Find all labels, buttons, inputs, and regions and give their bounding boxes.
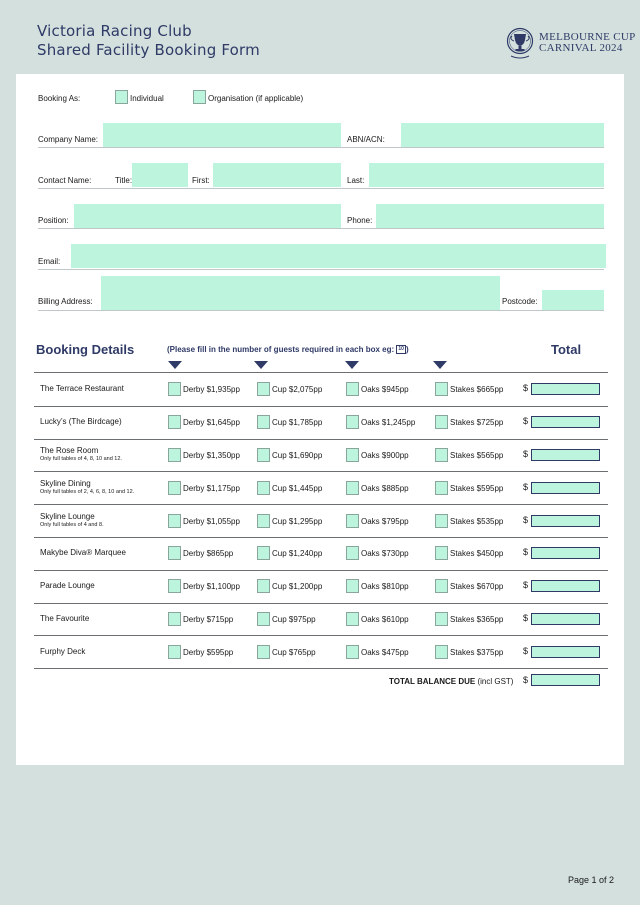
stakes-price-label: Stakes $365pp <box>450 615 504 624</box>
logo-line2: CARNIVAL 2024 <box>539 42 623 54</box>
stakes-price-label: Stakes $565pp <box>450 451 504 460</box>
oaks-guests-input[interactable] <box>346 514 359 528</box>
derby-price-label: Derby $595pp <box>183 647 234 657</box>
derby-price-label: Derby $1,055pp <box>183 516 240 526</box>
row-total-field[interactable] <box>531 449 600 461</box>
room-name <box>40 479 134 495</box>
oaks-guests-input[interactable] <box>346 481 359 495</box>
balance-suffix: (incl GST) <box>477 677 514 686</box>
room-label: Lucky’s (The Birdcage) <box>40 417 122 427</box>
oaks-guests-input[interactable] <box>346 579 359 593</box>
company-name-field[interactable] <box>103 123 341 147</box>
row-dollar-sign: $ <box>523 645 529 656</box>
derby-guests-input[interactable] <box>168 645 181 659</box>
cup-guests-input[interactable] <box>257 645 270 659</box>
room-table-note: Only full tables of 4 and 8. <box>40 521 104 528</box>
stakes-guests-input[interactable] <box>435 448 448 462</box>
row-dollar-sign: $ <box>523 481 529 492</box>
row-divider <box>34 635 608 636</box>
derby-guests-input[interactable] <box>168 415 181 429</box>
last-label: Last: <box>347 176 365 185</box>
cup-guests-input[interactable] <box>257 448 270 462</box>
first-name-field[interactable] <box>213 163 341 187</box>
derby-guests-input[interactable] <box>168 382 181 396</box>
row-total-field[interactable] <box>531 547 600 559</box>
row-dollar-sign: $ <box>523 547 529 558</box>
derby-price-label: Derby $1,350pp <box>183 451 240 460</box>
row-dollar-sign: $ <box>523 580 529 591</box>
row-total-field[interactable] <box>531 416 600 428</box>
row-total-field[interactable] <box>531 482 600 494</box>
row-divider <box>34 439 608 440</box>
stakes-guests-input[interactable] <box>435 514 448 528</box>
position-label: Position: <box>38 216 69 225</box>
derby-guests-input[interactable] <box>168 514 181 528</box>
derby-price-label: Derby $865pp <box>183 549 234 559</box>
stakes-guests-input[interactable] <box>435 546 448 560</box>
room-label: Makybe Diva® Marquee <box>40 548 126 558</box>
room-table-note: Only full tables of 4, 8, 10 and 12. <box>40 456 122 462</box>
stakes-price-label: Stakes $670pp <box>450 582 504 592</box>
note-example: 10 <box>398 346 404 353</box>
row-dollar-sign: $ <box>523 613 529 623</box>
total-balance-due <box>389 677 513 686</box>
derby-guests-input[interactable] <box>168 546 181 560</box>
organisation-label: Organisation (if applicable) <box>208 94 304 103</box>
cup-price-label: Cup $1,240pp <box>272 549 323 559</box>
row-total-field[interactable] <box>531 613 600 625</box>
page-number: Page 1 of 2 <box>568 875 615 885</box>
cup-price-label: Cup $765pp <box>272 647 316 657</box>
oaks-guests-input[interactable] <box>346 645 359 659</box>
room-label: The Rose Room <box>40 446 99 455</box>
oaks-guests-input[interactable] <box>346 382 359 396</box>
room-name <box>40 614 89 623</box>
room-label: Furphy Deck <box>40 646 86 656</box>
cup-guests-input[interactable] <box>257 481 270 495</box>
derby-price-label: Derby $1,935pp <box>183 385 240 395</box>
title-label: Title: <box>115 176 133 185</box>
derby-guests-input[interactable] <box>168 612 181 626</box>
oaks-column-arrow-icon <box>345 361 359 369</box>
oaks-price-label: Oaks $795pp <box>361 516 409 526</box>
cup-emblem-icon <box>506 26 534 60</box>
room-name <box>40 417 122 426</box>
cup-price-label: Cup $975pp <box>272 615 316 624</box>
row-dollar-sign: $ <box>523 416 529 427</box>
oaks-price-label: Oaks $900pp <box>361 451 409 460</box>
derby-price-label: Derby $715pp <box>183 615 234 624</box>
room-label: The Favourite <box>40 614 90 623</box>
derby-guests-input[interactable] <box>168 481 181 495</box>
last-name-field[interactable] <box>369 163 604 187</box>
stakes-guests-input[interactable] <box>435 481 448 495</box>
cup-price-label: Cup $1,690pp <box>272 451 323 460</box>
cup-guests-input[interactable] <box>257 579 270 593</box>
company-name-label: Company Name: <box>38 135 99 144</box>
email-field[interactable] <box>71 244 606 268</box>
row-divider <box>34 570 608 571</box>
contact-name-label: Contact Name: <box>38 176 92 185</box>
row-dollar-sign: $ <box>523 449 529 459</box>
phone-label: Phone: <box>347 216 373 225</box>
room-label: Skyline Lounge <box>40 511 95 521</box>
stakes-guests-input[interactable] <box>435 415 448 429</box>
stakes-guests-input[interactable] <box>435 382 448 396</box>
oaks-guests-input[interactable] <box>346 415 359 429</box>
form-title-line1: Victoria Racing Club <box>37 22 192 40</box>
stakes-price-label: Stakes $725pp <box>450 418 504 428</box>
row-divider <box>34 406 608 407</box>
row-total-field[interactable] <box>531 515 600 527</box>
cup-guests-input[interactable] <box>257 382 270 396</box>
room-name <box>40 512 104 528</box>
note-close: ) <box>405 345 409 354</box>
form-sheet <box>16 74 624 765</box>
oaks-price-label: Oaks $475pp <box>361 647 409 657</box>
postcode-label: Postcode: <box>502 297 538 306</box>
stakes-price-label: Stakes $535pp <box>450 516 504 526</box>
stakes-guests-input[interactable] <box>435 612 448 626</box>
oaks-price-label: Oaks $730pp <box>361 549 409 559</box>
room-name <box>40 581 95 590</box>
derby-price-label: Derby $1,175pp <box>183 483 240 493</box>
stakes-guests-input[interactable] <box>435 645 448 659</box>
abn-field[interactable] <box>401 123 604 147</box>
oaks-guests-input[interactable] <box>346 448 359 462</box>
balance-dollar-sign: $ <box>523 675 529 685</box>
cup-price-label: Cup $1,785pp <box>272 418 323 428</box>
derby-column-arrow-icon <box>168 361 182 369</box>
form-title <box>37 22 260 60</box>
cup-price-label: Cup $1,295pp <box>272 516 323 526</box>
cup-price-label: Cup $1,445pp <box>272 483 323 493</box>
stakes-price-label: Stakes $595pp <box>450 483 504 493</box>
title-field[interactable] <box>132 163 188 187</box>
stakes-guests-input[interactable] <box>435 579 448 593</box>
stakes-price-label: Stakes $665pp <box>450 385 504 395</box>
cup-column-arrow-icon <box>254 361 268 369</box>
cup-price-label: Cup $2,075pp <box>272 385 323 395</box>
derby-price-label: Derby $1,645pp <box>183 418 240 428</box>
room-name <box>40 384 124 393</box>
form-title-line2: Shared Facility Booking Form <box>37 41 260 59</box>
position-field[interactable] <box>74 204 341 228</box>
derby-guests-input[interactable] <box>168 579 181 593</box>
logo-line1: MELBOURNE CUP <box>539 31 636 43</box>
oaks-price-label: Oaks $1,245pp <box>361 418 416 428</box>
cup-price-label: Cup $1,200pp <box>272 582 323 592</box>
oaks-price-label: Oaks $885pp <box>361 483 409 493</box>
row-dollar-sign: $ <box>523 383 529 394</box>
individual-label: Individual <box>130 94 164 103</box>
row-divider <box>34 603 608 604</box>
row-total-field[interactable] <box>531 646 600 658</box>
stakes-price-label: Stakes $450pp <box>450 549 504 559</box>
row-total-field[interactable] <box>531 383 600 395</box>
melbourne-cup-logo <box>506 26 636 60</box>
cup-guests-input[interactable] <box>257 514 270 528</box>
billing-address-label: Billing Address: <box>38 297 93 306</box>
stakes-column-arrow-icon <box>433 361 447 369</box>
total-column-title: Total <box>551 342 582 357</box>
organisation-checkbox[interactable] <box>193 90 206 104</box>
billing-address-field[interactable] <box>101 276 500 310</box>
stakes-price-label: Stakes $375pp <box>450 647 504 657</box>
row-divider <box>34 668 608 669</box>
balance-label: TOTAL BALANCE DUE <box>389 677 476 686</box>
email-label: Email: <box>38 257 61 266</box>
phone-field[interactable] <box>376 204 604 228</box>
booking-details-title: Booking Details <box>36 342 135 357</box>
derby-guests-input[interactable] <box>168 448 181 462</box>
row-divider <box>34 537 608 538</box>
room-name <box>40 446 122 462</box>
booking-as-label: Booking As: <box>38 94 81 103</box>
oaks-guests-input[interactable] <box>346 546 359 560</box>
room-label: Parade Lounge <box>40 581 95 591</box>
row-divider <box>34 504 608 505</box>
oaks-guests-input[interactable] <box>346 612 359 626</box>
row-divider <box>34 471 608 472</box>
room-name <box>40 647 85 656</box>
cup-guests-input[interactable] <box>257 546 270 560</box>
note-text: (Please fill in the number of guests required in each box eg: <box>167 345 395 354</box>
abn-label: ABN/ACN: <box>347 135 385 144</box>
room-label: Skyline Dining <box>40 478 91 488</box>
total-balance-field[interactable] <box>531 674 600 686</box>
room-label: The Terrace Restaurant <box>40 384 124 394</box>
oaks-price-label: Oaks $945pp <box>361 385 409 395</box>
oaks-price-label: Oaks $610pp <box>361 615 409 624</box>
booking-details-note <box>167 345 409 354</box>
oaks-price-label: Oaks $810pp <box>361 582 409 592</box>
individual-checkbox[interactable] <box>115 90 128 104</box>
room-table-note: Only full tables of 2, 4, 6, 8, 10 and 12. <box>40 488 135 495</box>
cup-guests-input[interactable] <box>257 415 270 429</box>
postcode-field[interactable] <box>542 290 604 310</box>
room-name <box>40 548 126 557</box>
row-dollar-sign: $ <box>523 514 529 525</box>
derby-price-label: Derby $1,100pp <box>183 582 240 592</box>
first-label: First: <box>192 176 210 185</box>
cup-guests-input[interactable] <box>257 612 270 626</box>
row-total-field[interactable] <box>531 580 600 592</box>
